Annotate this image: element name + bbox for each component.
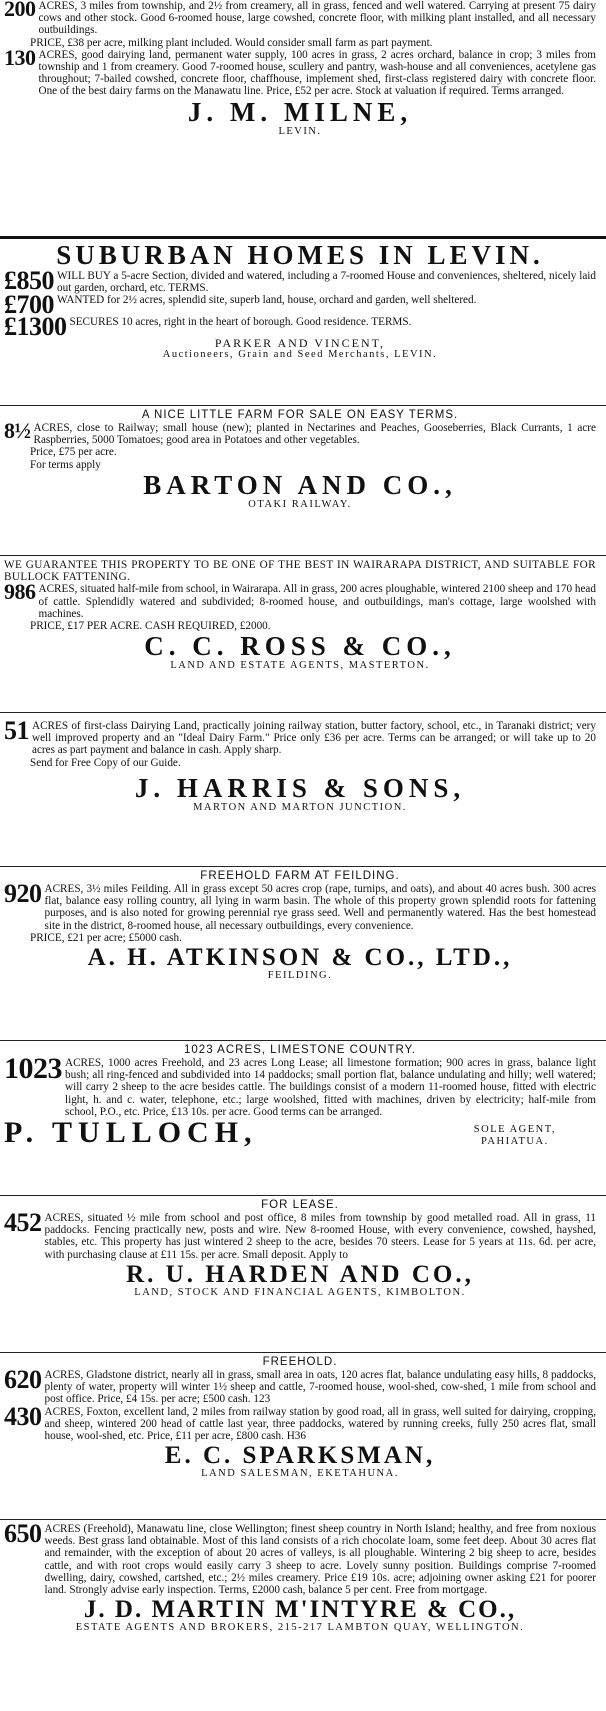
ad-heading: FREEHOLD. <box>262 1356 338 1368</box>
divider <box>0 1519 606 1520</box>
agent-block <box>4 1118 596 1148</box>
ad-description: SECURES 10 acres, right in the heart of borough. Good residence. TERMS. <box>69 315 412 328</box>
ad-acreage-number: 130 <box>4 44 36 70</box>
ad-description-text: ACRES, Foxton, excellent land, 2 miles from railway station by good road, all in grass, well suited for dairying, cropping, and sheep, wintered 200 head of cattle last year, three paddocks, watered by running creeks, fully 250 acres flat, small house, wool-shed, etc. Price, £11 per acre, £800 cash. <box>44 1405 596 1443</box>
ad-atkinson <box>4 870 596 982</box>
ad-reference-code: H36 <box>286 1430 306 1443</box>
ad-price-number: £700 <box>4 290 54 320</box>
agent-details <box>474 1124 556 1148</box>
ad-heading: SUBURBAN HOMES IN LEVIN. <box>56 240 544 270</box>
agent-name: BARTON AND CO., <box>143 469 457 500</box>
ad-reference-code: 123 <box>253 1393 271 1406</box>
ad-acreage-number: 1023 <box>4 1052 62 1085</box>
ad-harden <box>4 1199 596 1299</box>
agent-name: R. U. HARDEN AND CO., <box>126 1260 474 1288</box>
ad-price: Price, £75 per acre. <box>30 446 117 459</box>
divider <box>0 555 606 556</box>
divider <box>0 236 606 239</box>
ad-parker-vincent <box>4 240 596 361</box>
agent-location: LAND, STOCK AND FINANCIAL AGENTS, KIMBOLTON. <box>134 1286 466 1298</box>
agent-location: MARTON AND MARTON JUNCTION. <box>193 801 407 813</box>
ad-price: PRICE, £21 per acre; £5000 cash. <box>30 931 182 944</box>
ad-acreage-number: 8½ <box>4 418 31 443</box>
ad-description: ACRES of first-class Dairying Land, practically joining railway station, butter factory, school, etc., in Taranaki district; very well improved property and an "Ideal Dairy Farm." Price only £36 per acre. Terms can be arranged; or will take up to 20 acres as part payment and balance in cash. Apply sharp. <box>32 720 596 757</box>
agent-location: LEVIN. <box>278 125 322 137</box>
ad-acreage-number: 620 <box>4 1365 42 1394</box>
ad-description: ACRES, good dairying land, permanent water supply, 100 acres in grass, 2 acres orchard, balance in crop; 3 miles from township and 1 from creamery. Good 7-roomed house, scullery and pantry, wash-house and all conveniences, acetylene gas throughout; 7-bailed cowshed, concrete floor, chaffhouse, implement shed, first-class registered dairy with concrete floor. One of the best dairy farms on the Manawatu line. Price, £52 per acre. Stock at valuation if required. Terms arranged. <box>38 48 596 98</box>
ad-barton <box>4 409 596 511</box>
ad-price: PRICE, £17 PER ACRE. CASH REQUIRED, £2000. <box>30 620 271 633</box>
ad-tulloch <box>4 1044 596 1148</box>
ad-martin-mintyre <box>4 1523 596 1634</box>
divider <box>0 712 606 713</box>
ad-harris <box>4 720 596 814</box>
agent-name: PARKER AND VINCENT, <box>214 336 386 351</box>
ad-price-number: £850 <box>4 266 54 295</box>
divider <box>0 1195 606 1196</box>
ad-description: ACRES, situated ½ mile from school and post office, 8 miles from township by good metalled road. All in grass, 11 paddocks. Fencing practically new, posts and wire. New 8-roomed House, with every convenience, cowshed, hayshed, stables, etc. This property has just wintered 2 sheep to the acre, besides 70 steers. Lease for 5 years at 11s. 6d. per acre, with purchasing clause at £11 15s. per acre. Small deposit. Apply to <box>44 1212 596 1261</box>
divider <box>0 1040 606 1041</box>
ad-acreage-number: 51 <box>4 720 29 745</box>
ad-description: WILL BUY a 5-acre Section, divided and watered, including a 7-roomed House and conveniences, sheltered, nicely laid out garden, orchard, etc. TERMS. <box>57 270 596 295</box>
ad-description: ACRES, 3½ miles Feilding. All in grass except 50 acres crop (rape, turnips, and oats), and about 40 acres bush. 300 acres flat, balance easy rolling country, all lying in warm basin. The whole of this property grown splendid roots for fattening purposes, and is also noted for growing perennial rye grass seed. Well and permanently watered. Has the best homestead site in the district, 8-roomed house, all necessary outbuildings, every convenience. <box>44 883 596 932</box>
ad-heading: 1023 ACRES, LIMESTONE COUNTRY. <box>184 1044 416 1056</box>
ad-description <box>45 1369 597 1406</box>
ad-description <box>45 1406 597 1443</box>
agent-location: LAND SALESMAN, EKETAHUNA. <box>201 1468 399 1480</box>
ad-acreage-number: 452 <box>4 1208 42 1237</box>
ad-description: WANTED for 2½ acres, splendid site, superb land, house, orchard and garden, well sheltered. <box>57 294 477 307</box>
ad-description: ACRES, 3 miles from township, and 2½ from creamery, all in grass, fenced and well watered. Carrying at present 75 dairy cows and other stock. Good 6-roomed house, large cowshed, concrete floor, with milking plant installed, and all necessary outbuildings. <box>38 0 596 37</box>
ad-terms: For terms apply <box>30 458 101 471</box>
agent-name: J. HARRIS & SONS, <box>134 772 466 803</box>
ad-send-note: Send for Free Copy of our Guide. <box>30 756 181 769</box>
agent-location: OTAKI RAILWAY. <box>248 498 352 510</box>
ad-sparksman <box>4 1356 596 1480</box>
ad-price: PRICE, £38 per acre, milking plant included. Would consider small farm as part payment. <box>30 36 433 49</box>
agent-name: A. H. ATKINSON & CO., LTD., <box>87 944 513 972</box>
ad-price-number: £1300 <box>4 311 67 341</box>
ad-description-text: ACRES, Gladstone district, nearly all in grass, small area in oats, 120 acres flat, balance undulating easy hills, 8 paddocks, plenty of water, property will winter 1½ sheep and cattle, 7-roomed house, wool-shed, cow-shed, 1 mile from school and post office. Price, £4 15s. per acre; £500 cash. <box>44 1369 596 1406</box>
ad-heading: FOR LEASE. <box>261 1199 339 1211</box>
ad-acreage-number: 430 <box>4 1401 42 1431</box>
ad-milne <box>4 0 596 138</box>
ad-ross <box>4 559 596 672</box>
ad-description: ACRES, close to Railway; small house (new); planted in Nectarines and Peaches, Gooseberries, Black Currants, 1 acre Raspberries, 5000 Tomatoes; good area in Potatoes and other vegetables. <box>33 422 596 447</box>
divider <box>0 1352 606 1353</box>
agent-subtitle: Auctioneers, Grain and Seed Merchants, LEVIN. <box>162 349 438 361</box>
ad-description: ACRES (Freehold), Manawatu line, close Wellington; finest sheep country in North Island; healthy, and free from noxious weeds. Best grass land obtainable. Most of this land consists of a rich chocolate loam, some feet deep. About 30 acres flat and remainder, with the exception of about 20 acres of valleys, is all ploughable. Wintering 2 big sheep to acre, besides cattle, and with root crops would easily carry 3 sheep to acre. Lovely sunny position. Buildings comprise 7-roomed dwelling, dairy, cowshed, cartshed, etc.; 2½ miles creamery. Price £19 10s. acre; adjoining owner asking £21 for poorer land. Strongly advise early inspection. Terms, £2000 cash, balance 5 per cent. Free from mortgage. <box>44 1523 596 1597</box>
ad-acreage-number: 920 <box>4 879 42 908</box>
agent-location: LAND AND ESTATE AGENTS, MASTERTON. <box>170 660 430 672</box>
ad-description: ACRES, situated half-mile from school, in Wairarapa. All in grass, 200 acres ploughable, wintered 2100 sheep and 170 head of cattle. Splendidly watered and subdivided; 8-roomed house, and outbuildings, man's cottage, large woolshed with machines. <box>38 583 596 620</box>
agent-name: J. D. MARTIN M'INTYRE & CO., <box>83 1596 517 1624</box>
agent-name: C. C. ROSS & CO., <box>144 631 456 662</box>
ad-heading: WE GUARANTEE THIS PROPERTY TO BE ONE OF THE BEST IN WAIRARAPA DISTRICT, AND SUITABLE FOR BULLOCK FATTENING. <box>4 559 596 584</box>
ad-heading: FREEHOLD FARM AT FEILDING. <box>200 870 400 882</box>
divider <box>0 866 606 867</box>
ad-heading: A NICE LITTLE FARM FOR SALE ON EASY TERMS. <box>141 409 459 421</box>
agent-role: SOLE AGENT, <box>473 1124 556 1136</box>
agent-location: ESTATE AGENTS AND BROKERS, 215-217 LAMBTON QUAY, WELLINGTON. <box>75 1622 525 1634</box>
agent-name: P. TULLOCH, <box>4 1116 258 1149</box>
agent-location: FEILDING. <box>267 970 333 982</box>
ad-acreage-number: 200 <box>4 0 36 21</box>
agent-name: E. C. SPARKSMAN, <box>164 1442 436 1470</box>
agent-name: J. M. MILNE, <box>187 96 413 127</box>
ad-description: ACRES, 1000 acres Freehold, and 23 acres Long Lease; all limestone formation; 900 acres in grass, balance light bush; all ring-fenced and subdivided into 14 paddocks; small portion flat, balance undulating and hilly; well watered; will carry 2 sheep to the acre besides cattle. The buildings consist of a modern 11-roomed house, fitted with electric light, h. and c. water, telephone, etc.; large woolshed, fitted with machines, driven by electricity; half-mile from school, P.O., etc. Price, £13 10s. per acre. Good terms can be arranged. <box>65 1057 596 1118</box>
ad-acreage-number: 650 <box>4 1523 42 1548</box>
divider <box>0 405 606 406</box>
ad-acreage-number: 986 <box>4 579 36 605</box>
agent-location: PAHIATUA. <box>481 1136 549 1148</box>
